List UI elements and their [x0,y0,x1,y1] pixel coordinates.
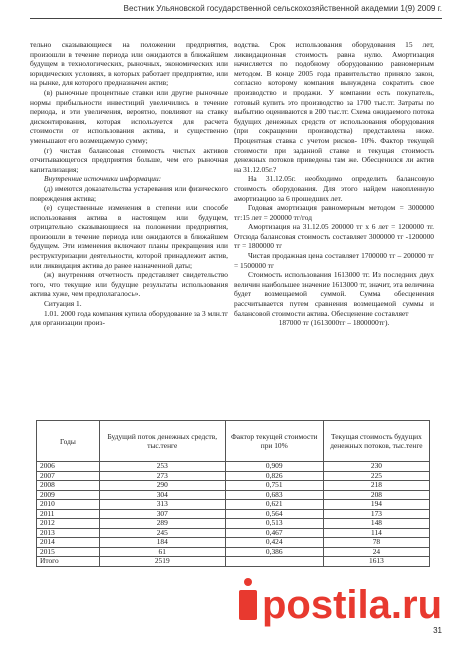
table-cell: 2008 [37,481,100,491]
table-cell: 290 [99,481,225,491]
table-row [37,528,430,538]
table-cell [225,557,323,567]
paragraph: (е) существенные изменения в степени или способе использования актива в настоящем или будущем, отрицательно сказывающиеся на положении предприятия, произошли в течение периода или ожидаются в ближайшем будущем. Эти изменения включают планы прекращения или реструктуризации деятельности, которой принадлежит актив, или ликвидация актива до ранее назначенной даты; [30,203,228,270]
table-cell: 2007 [37,471,100,481]
paragraph: 1.01. 2000 года компания купила оборудование за 3 млн.тг для организации произ- [30,308,228,328]
paragraph: На 31.12.05г. необходимо определить балансовую стоимость оборудования. Для этого найдем накопленную амортизацию за 6 прошедших лет. [234,174,434,203]
table-cell: Итого [37,557,100,567]
paragraph: (д) имеются доказательства устаревания или физического повреждения актива; [30,183,228,203]
table-cell: 289 [99,519,225,529]
table-cell: 2013 [37,528,100,538]
situation-heading: Ситуация 1. [44,299,82,309]
table-cell: 0,467 [225,528,323,538]
table-cell: 114 [323,528,429,538]
paragraph: водства. Срок использования оборудования 15 лет, ликвидационная стоимость равна нулю. Амортизация начисляется по подобному оборудованию равномерным методом. В конце 2005 года правительство приняло закон, согласно которому компания вынуждена сократить свое производство и продажи. У компании есть покупатель, готовый купить это производство за 1700 тыс.тг. Затраты по выбытию оцениваются в 200 тыс.тг. Схема ожидаемого потока будущих денежных средств от использования оборудования (при сокращении производства) представлена ниже. Процентная ставка с учетом рисков- 10%. Фактор текущей стоимости при заданной ставке и текущая стоимость денежных потоков приведены там же. Обесценился ли актив на 31.12.05г.? [234,40,434,174]
journal-title: Вестник Ульяновской государственной сельскохозяйственной академии 1(9) 2009 г. [123,4,442,13]
watermark-text: postila.ru [262,583,443,627]
left-column [30,40,228,328]
table-cell: 78 [323,538,429,548]
table-cell: 0,826 [225,471,323,481]
table-header: Фактор текущей стоимости при 10% [225,421,323,462]
table-cell: 0,621 [225,500,323,510]
table-cell: 245 [99,528,225,538]
table-cell: 0,424 [225,538,323,548]
table-cell: 2011 [37,509,100,519]
formula-line: 187000 тг (1613000тг – 1800000тг). [278,318,390,328]
paragraph: (г) чистая балансовая стоимость чистых активов отчитывающегося предприятия больше, чем его рыночная капитализация; [30,145,228,174]
table-cell: 173 [323,509,429,519]
table-cell: 0,386 [225,547,323,557]
table-cell: 313 [99,500,225,510]
section-heading: Внутренние источники информации: [44,174,162,184]
table-cell: 0,909 [225,462,323,472]
table-cell: 307 [99,509,225,519]
table-cell: 0,683 [225,490,323,500]
table-cell: 2006 [37,462,100,472]
table-cell: 24 [323,547,429,557]
table-cell: 194 [323,500,429,510]
table-header: Текущая стоимость будущих денежных потоков, тыс.тенге [323,421,429,462]
table-cell: 253 [99,462,225,472]
table-cell: 304 [99,490,225,500]
table-cell: 230 [323,462,429,472]
cash-flow-table [36,420,430,567]
header-rule [30,18,442,19]
table-row [37,481,430,491]
table-cell: 273 [99,471,225,481]
logo-mark-icon [239,578,257,620]
table-cell: 184 [99,538,225,548]
table-cell: 218 [323,481,429,491]
paragraph: тельно сказывающиеся на положении предприятия, произошли в течение периода или ожидаются в ближайшем будущем в технологических, рыночных, экономических или юридических условиях, в которых работает предприятие, или на рынке, для которого предназначен актив; [30,40,228,88]
table-cell: 2010 [37,500,100,510]
page-number: 31 [433,626,442,635]
paragraph: Амортизация на 31.12.05 200000 тг х 6 лет = 1200000 тг. Отсюда балансовая стоимость составляет 3000000 тг -1200000 тг = 1800000 тг [234,222,434,251]
postila-watermark [238,568,448,638]
table-cell: 0,564 [225,509,323,519]
paragraph: Чистая продажная цена составляет 1700000 тг – 200000 тг = 1500000 тг [234,251,434,270]
table-cell: 208 [323,490,429,500]
table-header-row [37,421,430,462]
paragraph: Стоимость использования 1613000 тг. Из последних двух величин наибольшее значение 1613000 тг, значит, эта величина будет возмещаемой суммой. Сумма обесценения рассчитывается путем сравнения возмещаемой суммы и балансовой стоимости актива. Обесценение составляет [234,270,434,318]
table-cell: 225 [323,471,429,481]
table-cell: 2015 [37,547,100,557]
paragraph: Годовая амортизация равномерным методом = 3000000 тг:15 лет = 200000 тг/год [234,203,434,222]
table-cell: 2519 [99,557,225,567]
table-cell: 2014 [37,538,100,548]
table-cell: 0,751 [225,481,323,491]
table-row [37,557,430,567]
paragraph: (ж) внутренняя отчетность представляет свидетельство того, что текущие или будущие результаты использования актива хуже, чем предполагалось». [30,270,228,299]
table-header: Будущий поток денежных средств, тыс.тенге [99,421,225,462]
table-cell: 0,513 [225,519,323,529]
table-cell: 2009 [37,490,100,500]
table-cell: 148 [323,519,429,529]
table-cell: 1613 [323,557,429,567]
journal-header [0,0,460,26]
table-cell: 61 [99,547,225,557]
table-header: Годы [37,421,100,462]
table-row [37,538,430,548]
paragraph: (в) рыночные процентные ставки или другие рыночные нормы прибыльности инвестиций увеличились в течение периода, и эти увеличения, вероятно, повлияют на ставку дисконтирования, которая используется для расчета стоимости от использования актива, и существенно уменьшают его возмещаемую сумму; [30,87,228,145]
right-column [234,40,434,328]
table-row [37,519,430,529]
table-cell: 2012 [37,519,100,529]
table-row [37,500,430,510]
table-row [37,462,430,472]
